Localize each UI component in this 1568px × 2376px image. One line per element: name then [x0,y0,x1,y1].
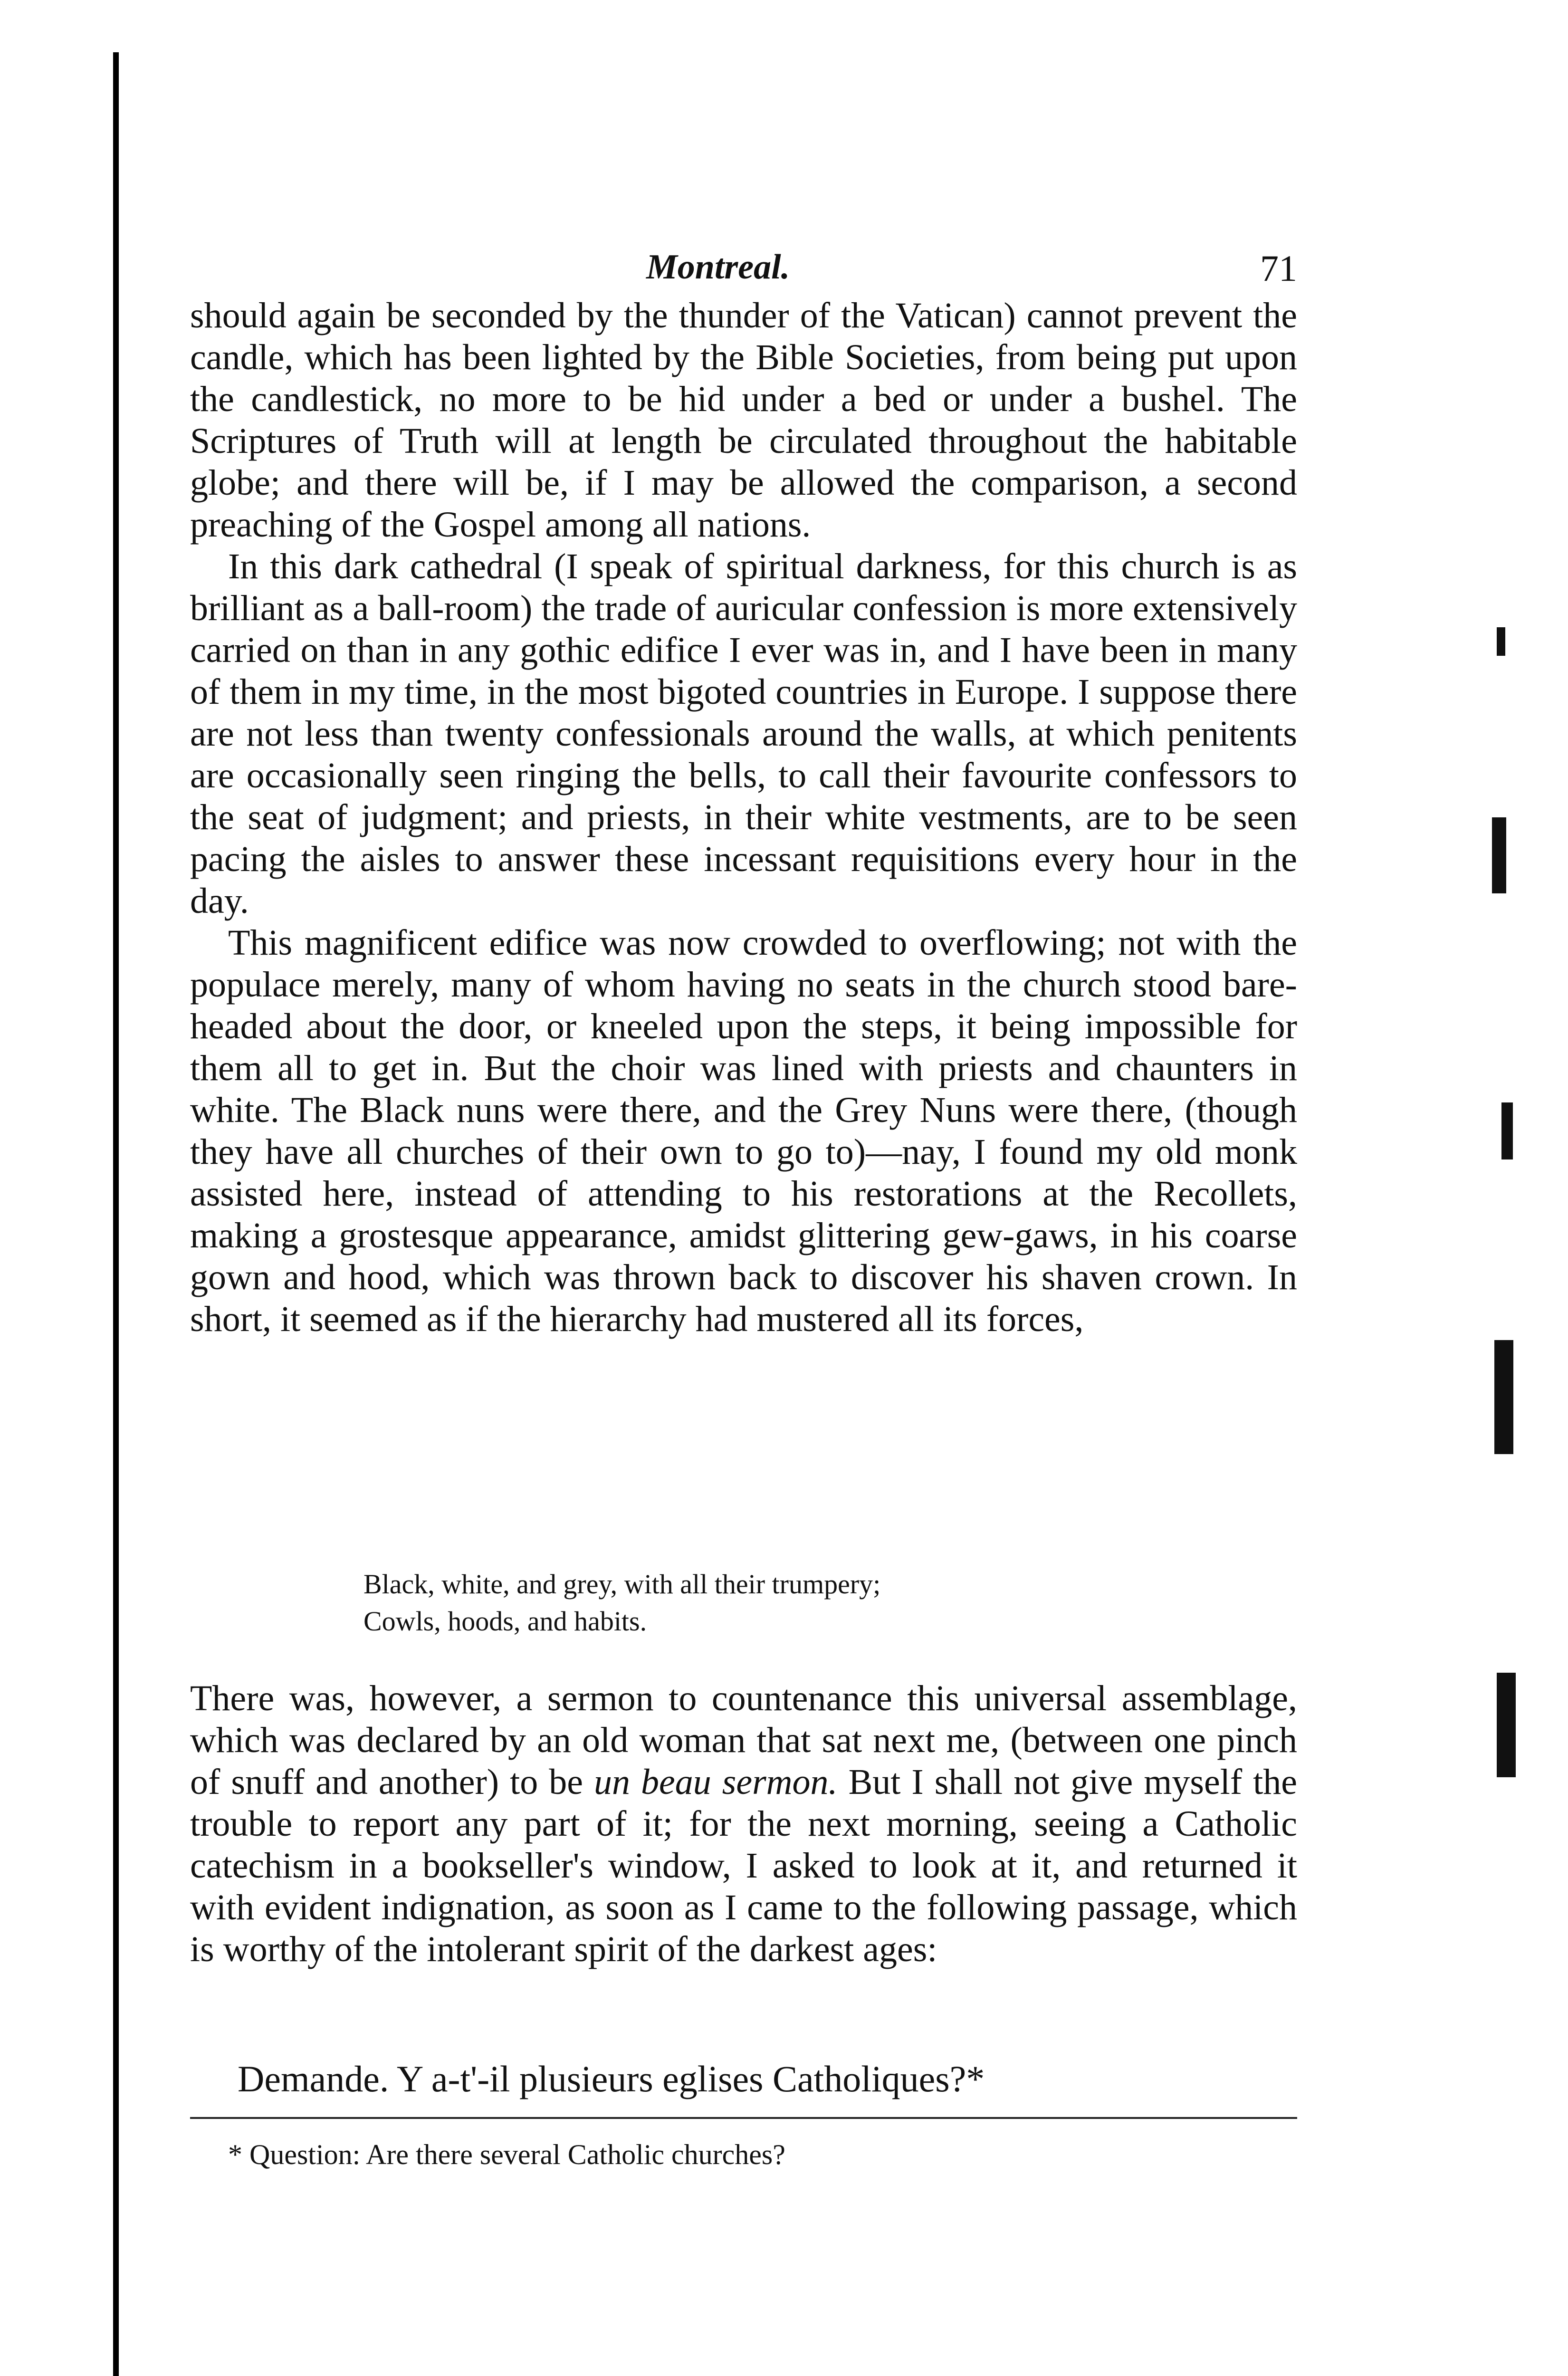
footnote-rule [190,2117,1297,2119]
paragraph [190,1677,1297,1970]
footnote: * Question: Are there several Catholic churches? [228,2139,785,2170]
main-text [190,295,1297,1340]
italic-phrase: un beau sermon. [594,1762,838,1802]
quote-line: Cowls, hoods, and habits. [363,1606,647,1637]
paragraph: In this dark cathedral (I speak of spiritual darkness, for this church is as brilliant as a ball-room) the trade of auricular confession is more extensively carried on than in any gothic edifice I ever was in, and I have been in many of them in my time, in the most bigoted countries in Europe. I suppose there are not less than twenty confessionals around the walls, at which penitents are occasionally seen ringing the bells, to call their favourite confessors to the seat of judgment; and priests, in their white vestments, are to be seen pacing the aisles to answer these incessant requisitions every hour in the day. [190,546,1297,921]
paragraph-text: There was, however, a sermon to countenance this universal assemblage, which was declared by an old woman that sat next me, (between one pinch of snuff and another) to be [190,1678,1297,1802]
quote-line: Black, white, and grey, with all their trumpery; [363,1569,881,1600]
binding-edge [113,52,119,2376]
paragraph-text: But I shall not give myself the trouble to report any part of it; for the next morning, seeing a Catholic catechism in a bookseller's window, I asked to look at it, and returned it with evident indignation, as soon as I came to the following passage, which is worthy of the intolerant spirit of the darkest ages: [190,1762,1297,1969]
verse-quote [363,1566,1266,1640]
paragraph: This magnificent edifice was now crowded to overflowing; not with the populace merely, many of whom having no seats in the church stood bare-headed about the door, or kneeled upon the steps, it being impossible for them all to get in. But the choir was lined with priests and chaunters in white. The Black nuns were there, and the Grey Nuns were there, (though they have all churches of their own to go to)—nay, I found my old monk assisted here, instead of attending to his restorations at the Recollets, making a grostesque appearance, amidst glittering gew-gaws, in his coarse gown and hood, which was thrown back to discover his shaven crown. In short, it seemed as if the hierarchy had mustered all its forces, [190,923,1297,1339]
running-head: Montreal. [646,248,790,287]
catechism-question: Demande. Y a-t'-il plusieurs eglises Catholiques?* [238,2058,985,2099]
page-edge-marks [1482,437,1554,1863]
page-header [190,247,1297,299]
page-number: 71 [1260,248,1297,289]
main-text-continued [190,1677,1297,1970]
paragraph: should again be seconded by the thunder of the Vatican) cannot prevent the candle, which has been lighted by the Bible Societies, from being put upon the candlestick, no more to be hid under a bed or under a bushel. The Scriptures of Truth will at length be circulated throughout the habitable globe; and there will be, if I may be allowed the comparison, a second preaching of the Gospel among all nations. [190,296,1297,545]
